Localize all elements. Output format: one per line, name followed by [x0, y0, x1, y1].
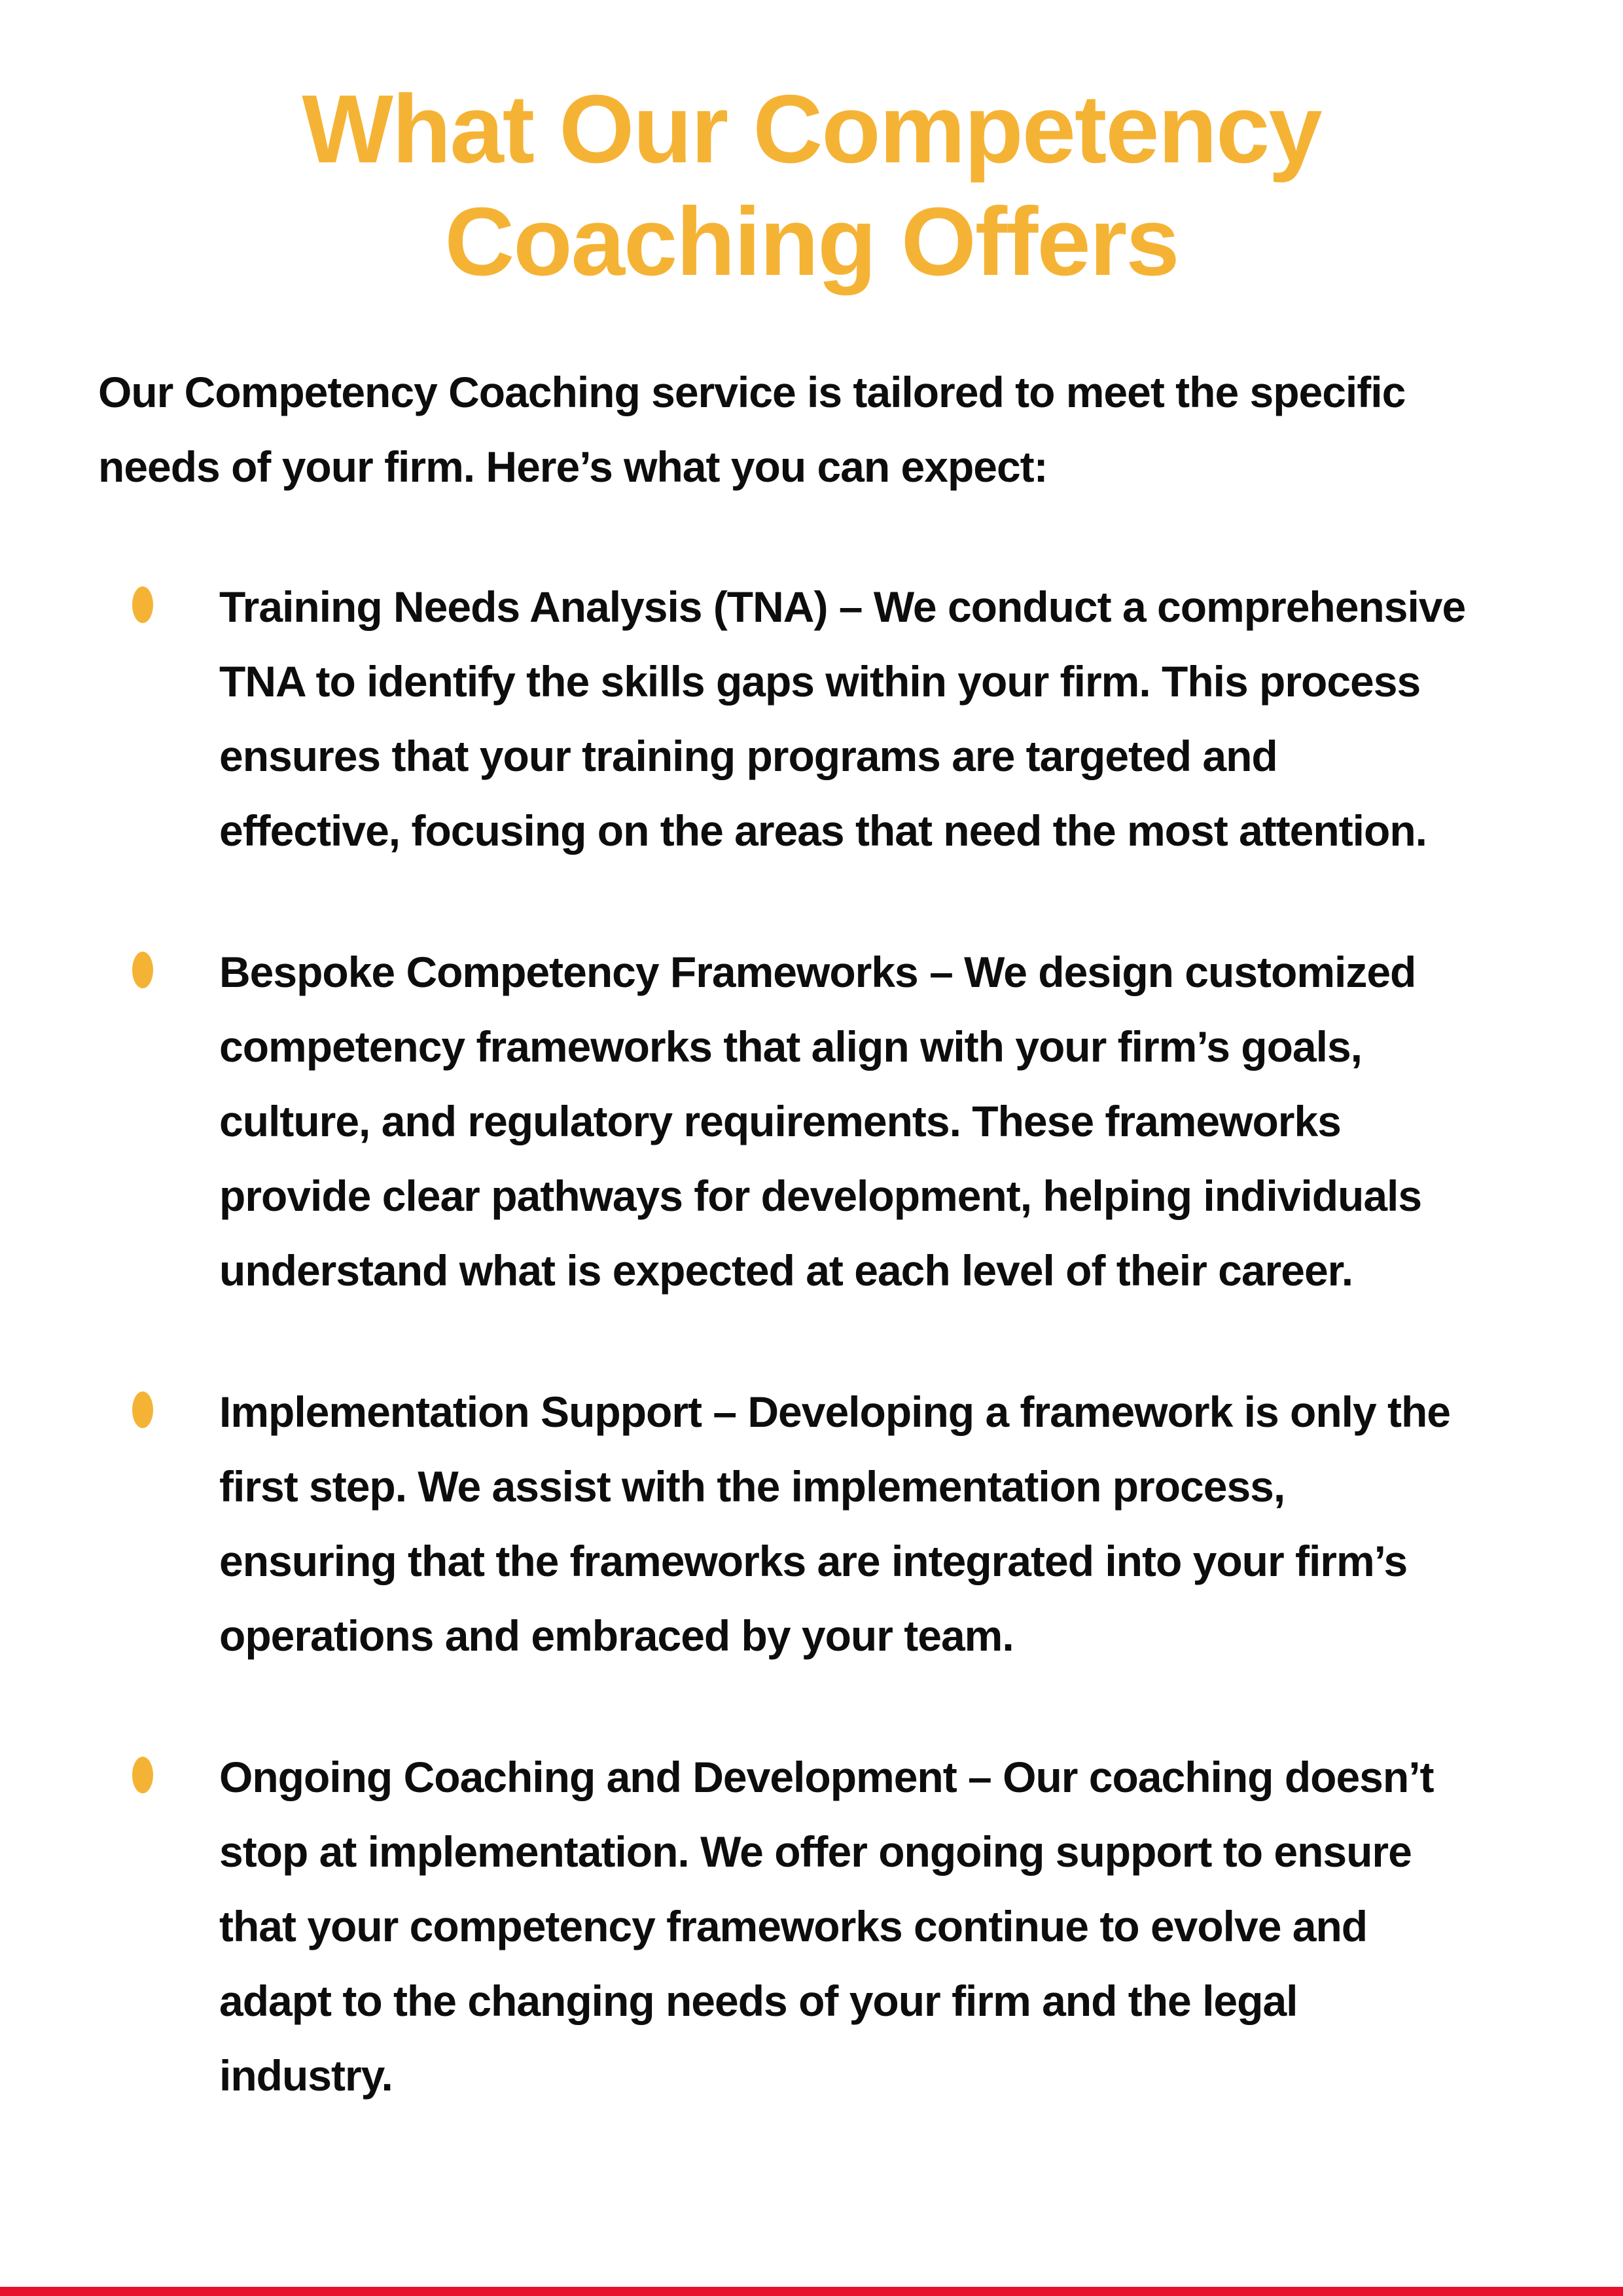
- bullet-description: Developing a framework is only the first step. We assist with the implementation process, ensuring that the frameworks are integrated into your firm’s operations and embraced by your team.: [219, 1388, 1451, 1660]
- offer-bullet-list: [219, 569, 1466, 2113]
- bullet-description: Our coaching doesn’t stop at implementation. We offer ongoing support to ensure that your competency frameworks continue to evolve and adapt to the changing needs of your firm and the legal industry.: [219, 1753, 1434, 2100]
- bullet-description: We design customized competency frameworks that align with your firm’s goals, culture, and regulatory requirements. These frameworks provide clear pathways for development, helping individuals understand what is expected at each level of their career.: [219, 948, 1422, 1295]
- bullet-separator: –: [918, 948, 965, 996]
- intro-paragraph: Our Competency Coaching service is tailored to meet the specific needs of your firm. Here’s what you can expect:: [98, 368, 1406, 491]
- bullet-lead: Bespoke Competency Frameworks: [219, 948, 918, 996]
- bullet-separator: –: [956, 1753, 1003, 1801]
- bullet-icon: [132, 586, 153, 623]
- bullet-separator: –: [702, 1388, 748, 1436]
- page-title: What Our Competency Coaching Offers: [302, 75, 1321, 296]
- footer-accent-bar: [0, 2287, 1623, 2296]
- list-item: [219, 935, 1466, 1308]
- list-item: [219, 1740, 1466, 2113]
- bullet-icon: [132, 952, 153, 988]
- bullet-lead: Implementation Support: [219, 1388, 702, 1436]
- list-item: [219, 569, 1466, 868]
- bullet-lead: Ongoing Coaching and Development: [219, 1753, 957, 1801]
- bullet-icon: [132, 1391, 153, 1428]
- bullet-separator: –: [827, 583, 874, 631]
- list-item: [219, 1374, 1466, 1673]
- bullet-lead: Training Needs Analysis (TNA): [219, 583, 828, 631]
- bullet-icon: [132, 1757, 153, 1793]
- bullet-description: We conduct a comprehensive TNA to identify the skills gaps within your firm. This process ensures that your training programs are targeted and effective, focusing on the areas that need the most attention.: [219, 583, 1466, 855]
